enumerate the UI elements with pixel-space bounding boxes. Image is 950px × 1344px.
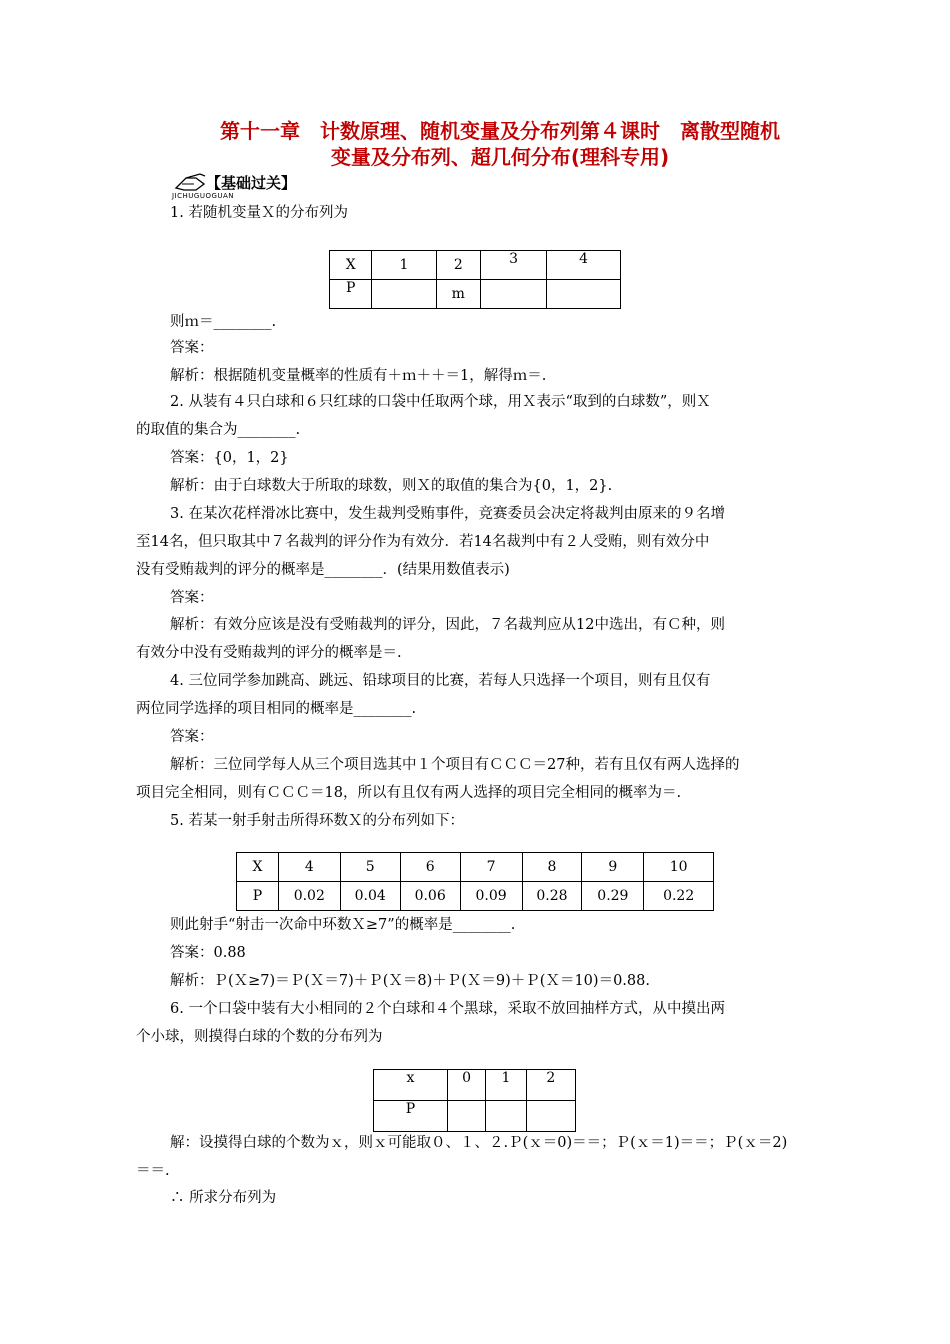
q4-analysis-1: 解析：三位同学每人从三个项目选其中１个项目有ＣＣＣ＝27种，若有且仅有两人选择的 <box>170 757 740 773</box>
q6-stem-2: 个小球，则摸得白球的个数的分布列为 <box>136 1029 383 1045</box>
q1-distribution-table <box>329 250 621 309</box>
q5-analysis: 解析：Ｐ(Ｘ≥7)＝Ｐ(Ｘ＝7)＋Ｐ(Ｘ＝8)＋Ｐ(Ｘ＝9)＋Ｐ(Ｘ＝10)＝0.88. <box>170 973 650 989</box>
table-cell: 1 <box>486 1070 526 1101</box>
table-cell: 2 <box>436 251 480 280</box>
table-cell: 0 <box>447 1070 485 1101</box>
table-cell <box>526 1101 575 1132</box>
table-cell: m <box>436 280 480 309</box>
table-cell: 7 <box>460 853 522 882</box>
table-cell <box>447 1101 485 1132</box>
table-row <box>237 853 714 882</box>
q2-answer: 答案：{0，1，2} <box>170 450 289 466</box>
q6-solution-1: 解：设摸得白球的个数为ｘ，则ｘ可能取０、１、２.Ｐ(ｘ＝0)＝＝；Ｐ(ｘ＝1)＝＝；Ｐ(ｘ＝2) <box>170 1135 788 1151</box>
q5-blank: 则此射手“射击一次命中环数Ｘ≥7”的概率是________. <box>170 917 516 933</box>
table-cell: 8 <box>522 853 582 882</box>
table-cell: P <box>374 1101 448 1132</box>
q4-stem-2: 两位同学选择的项目相同的概率是________. <box>136 701 417 717</box>
q5-answer: 答案：0.88 <box>170 945 246 961</box>
q2-stem-2: 的取值的集合为________. <box>136 422 301 438</box>
q1-stem: 1. 若随机变量Ｘ的分布列为 <box>170 205 348 221</box>
table-cell: 6 <box>400 853 460 882</box>
table-cell: X <box>330 251 372 280</box>
q1-blank: 则ｍ＝________. <box>170 314 277 330</box>
table-cell: 5 <box>340 853 400 882</box>
table-row <box>330 280 621 309</box>
table-cell: P <box>237 882 279 911</box>
pen-hand-icon <box>174 172 208 194</box>
table-cell: P <box>330 280 372 309</box>
table-cell <box>547 280 621 309</box>
q3-stem-2: 至14名，但只取其中７名裁判的评分作为有效分．若14名裁判中有２人受贿，则有效分中 <box>136 534 710 550</box>
q6-stem-1: 6. 一个口袋中装有大小相同的２个白球和４个黑球，采取不放回抽样方式，从中摸出两 <box>170 1001 725 1017</box>
q6-solution-2: ＝＝. <box>136 1163 170 1179</box>
q5-distribution-table <box>236 852 714 911</box>
title-line-1: 第十一章 计数原理、随机变量及分布列第４课时 离散型随机 <box>220 119 780 143</box>
q2-analysis: 解析：由于白球数大于所取的球数，则Ｘ的取值的集合为{0，1，2}. <box>170 478 613 494</box>
section-badge-sub: JICHUGUOGUAN <box>172 192 235 200</box>
table-cell: X <box>237 853 279 882</box>
q3-stem-3: 没有受贿裁判的评分的概率是________．(结果用数值表示) <box>136 562 510 578</box>
table-cell: 0.09 <box>460 882 522 911</box>
table-cell: 0.06 <box>400 882 460 911</box>
q3-stem-1: 3. 在某次花样滑冰比赛中，发生裁判受贿事件，竞赛委员会决定将裁判由原来的９名增 <box>170 506 725 522</box>
table-cell: 10 <box>644 853 714 882</box>
page-title <box>140 118 860 170</box>
section-badge-label: 【基础过关】 <box>206 174 297 192</box>
table-cell: x <box>374 1070 448 1101</box>
q3-analysis-2: 有效分中没有受贿裁判的评分的概率是＝. <box>136 645 402 661</box>
table-cell: 3 <box>481 251 547 280</box>
q6-conclusion: ∴ 所求分布列为 <box>170 1190 277 1206</box>
table-cell: 0.04 <box>340 882 400 911</box>
table-row <box>237 882 714 911</box>
q2-stem-1: 2. 从装有４只白球和６只红球的口袋中任取两个球，用Ｘ表示“取到的白球数”，则Ｘ <box>170 394 711 410</box>
q6-distribution-table <box>373 1069 576 1132</box>
q1-analysis: 解析：根据随机变量概率的性质有＋ｍ＋＋＝1，解得ｍ＝. <box>170 368 547 384</box>
table-row <box>374 1101 576 1132</box>
q3-answer: 答案： <box>170 590 214 606</box>
table-cell: 9 <box>582 853 644 882</box>
table-row <box>374 1070 576 1101</box>
table-cell: 2 <box>526 1070 575 1101</box>
q4-analysis-2: 项目完全相同，则有ＣＣＣ＝18，所以有且仅有两人选择的项目完全相同的概率为＝. <box>136 785 682 801</box>
table-cell <box>486 1101 526 1132</box>
table-cell: 0.22 <box>644 882 714 911</box>
table-cell <box>481 280 547 309</box>
table-cell <box>372 280 436 309</box>
q5-stem: 5. 若某一射手射击所得环数Ｘ的分布列如下： <box>170 813 464 829</box>
table-row <box>330 251 621 280</box>
table-cell: 0.29 <box>582 882 644 911</box>
table-cell: 0.28 <box>522 882 582 911</box>
q3-analysis-1: 解析：有效分应该是没有受贿裁判的评分，因此，７名裁判应从12中选出，有Ｃ种，则 <box>170 617 725 633</box>
q4-answer: 答案： <box>170 729 214 745</box>
q4-stem-1: 4. 三位同学参加跳高、跳远、铅球项目的比赛，若每人只选择一个项目，则有且仅有 <box>170 673 711 689</box>
q1-answer: 答案： <box>170 340 214 356</box>
title-line-2: 变量及分布列、超几何分布(理科专用) <box>330 145 670 169</box>
table-cell: 4 <box>547 251 621 280</box>
table-cell: 4 <box>278 853 340 882</box>
table-cell: 1 <box>372 251 436 280</box>
table-cell: 0.02 <box>278 882 340 911</box>
